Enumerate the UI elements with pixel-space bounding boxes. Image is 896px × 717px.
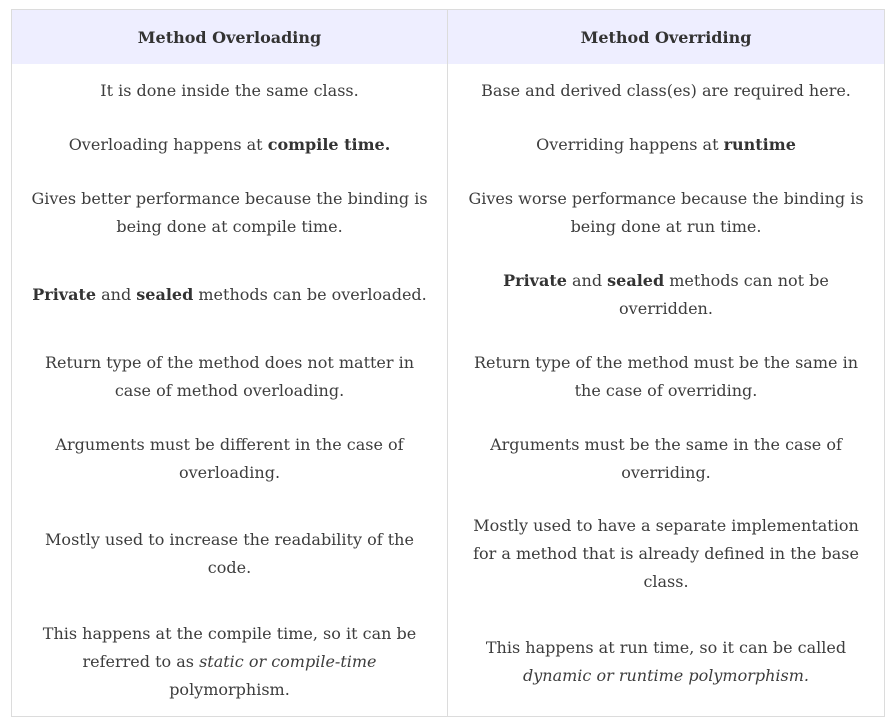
cell-text: polymorphism.	[169, 680, 290, 699]
overriding-cell	[448, 608, 885, 717]
cell-bold-text: sealed	[136, 285, 194, 304]
overloading-cell	[12, 254, 448, 336]
table-row	[12, 254, 885, 336]
table-row	[12, 64, 885, 118]
overriding-cell	[448, 118, 885, 172]
overloading-cell: Mostly used to increase the readability of the code.	[12, 500, 448, 608]
cell-text: and	[96, 285, 137, 304]
table-row	[12, 418, 885, 500]
cell-text: and	[566, 271, 608, 290]
cell-text: This happens at the compile time, so it can be referred to as	[42, 624, 417, 671]
cell-italic-text: static or compile-time	[199, 652, 377, 671]
cell-text: methods can be overloaded.	[193, 285, 427, 304]
overloading-cell: Arguments must be different in the case of overloading.	[12, 418, 448, 500]
cell-italic-text: dynamic or runtime polymorphism.	[523, 666, 809, 685]
cell-bold-text: runtime	[723, 135, 796, 154]
table-row	[12, 336, 885, 418]
cell-bold-text: sealed	[607, 271, 665, 290]
overriding-cell: Arguments must be the same in the case of overriding.	[490, 435, 842, 482]
table-row	[12, 172, 885, 254]
cell-text: methods can not be overridden.	[619, 271, 829, 318]
cell-text: Overloading happens at	[68, 135, 268, 154]
overriding-cell: Mostly used to have a separate implementation for a method that is already defined in the base class.	[473, 516, 859, 591]
overriding-cell: Gives worse performance because the binding is being done at run time.	[468, 189, 864, 236]
cell-text: Overriding happens at	[536, 135, 724, 154]
cell-text: This happens at run time, so it can be called	[485, 638, 847, 657]
cell-bold-text: Private	[503, 271, 567, 290]
table-header-row	[12, 10, 885, 65]
cell-bold-text: Private	[32, 285, 97, 304]
overloading-cell: It is done inside the same class.	[12, 64, 448, 118]
header-method-overriding: Method Overriding	[448, 10, 885, 65]
table-row	[12, 500, 885, 608]
table-row	[12, 608, 885, 717]
comparison-table-container	[11, 9, 884, 717]
comparison-table	[11, 9, 885, 717]
overloading-cell: Return type of the method does not matter in case of method overloading.	[12, 336, 448, 418]
cell-bold-text: compile time.	[267, 135, 391, 154]
table-row	[12, 118, 885, 172]
overloading-cell: Gives better performance because the binding is being done at compile time.	[12, 172, 448, 254]
overloading-cell	[12, 118, 448, 172]
overriding-cell: Base and derived class(es) are required here.	[481, 81, 851, 100]
overriding-cell	[448, 254, 885, 336]
header-method-overloading: Method Overloading	[12, 10, 448, 65]
overloading-cell	[12, 608, 448, 717]
overriding-cell: Return type of the method must be the same in the case of overriding.	[473, 353, 858, 400]
